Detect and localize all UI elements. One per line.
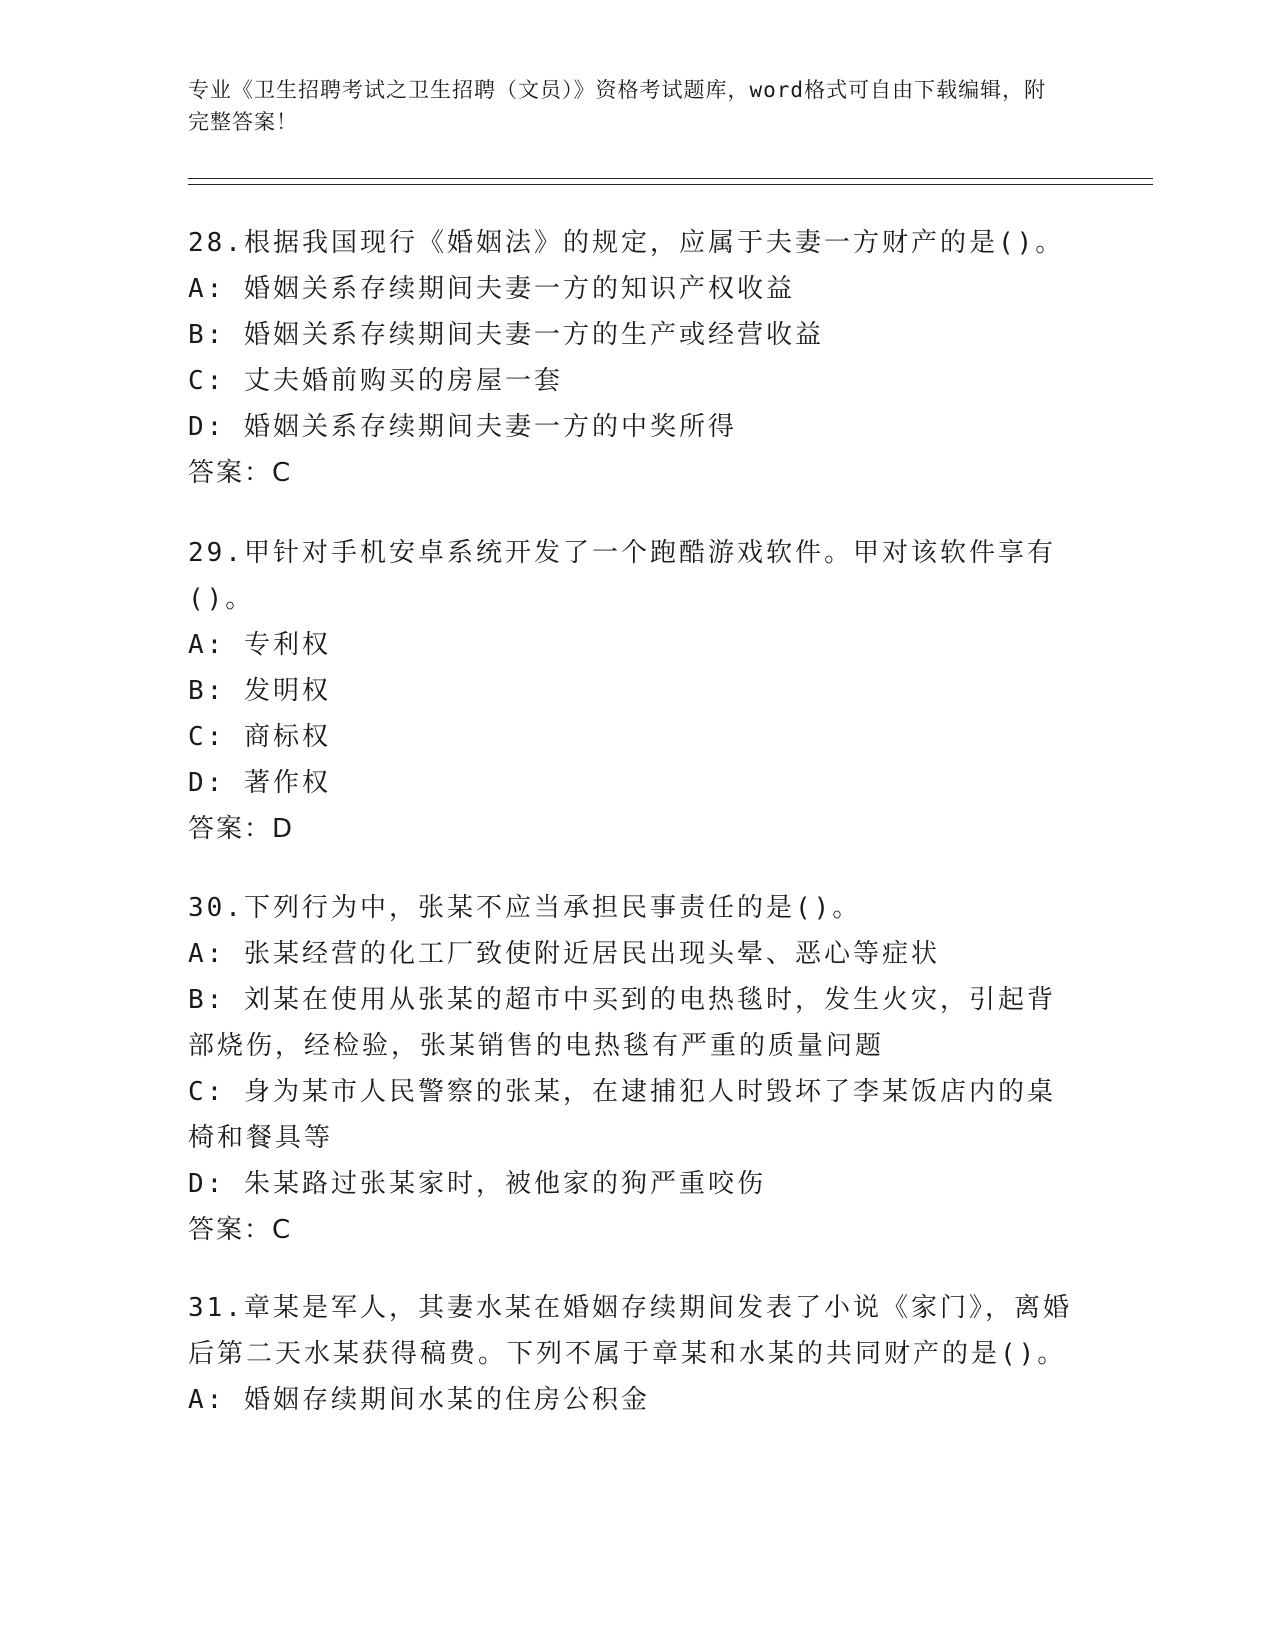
option-c: C: 丈夫婚前购买的房屋一套 <box>188 366 563 396</box>
question-stem: 29.甲针对手机安卓系统开发了一个跑酷游戏软件。甲对该软件享有()。 <box>188 538 1056 614</box>
option-b: B: 发明权 <box>188 676 331 706</box>
option-d: D: 朱某路过张某家时，被他家的狗严重咬伤 <box>188 1169 766 1199</box>
question-30 <box>188 885 1078 1253</box>
option-a: A: 婚姻关系存续期间夫妻一方的知识产权收益 <box>188 274 795 304</box>
option-c: C: 商标权 <box>188 722 331 752</box>
answer: 答案：C <box>188 1215 293 1245</box>
header-divider-top <box>188 178 1153 179</box>
option-d: D: 婚姻关系存续期间夫妻一方的中奖所得 <box>188 412 737 442</box>
question-stem: 30.下列行为中，张某不应当承担民事责任的是()。 <box>188 893 862 923</box>
option-b: B: 刘某在使用从张某的超市中买到的电热毯时，发生火灾，引起背部烧伤，经检验，张某销售的电热毯有严重的质量问题 <box>188 985 1056 1061</box>
option-a: A: 婚姻存续期间水某的住房公积金 <box>188 1385 650 1415</box>
answer: 答案：C <box>188 458 293 488</box>
option-a: A: 专利权 <box>188 630 331 660</box>
option-c: C: 身为某市人民警察的张某，在逮捕犯人时毁坏了李某饭店内的桌椅和餐具等 <box>188 1077 1056 1153</box>
question-28 <box>188 220 1078 496</box>
question-stem: 31.章某是军人，其妻水某在婚姻存续期间发表了小说《家门》，离婚后第二天水某获得稿费。下列不属于章某和水某的共同财产的是()。 <box>188 1293 1072 1369</box>
question-31 <box>188 1285 1078 1423</box>
answer: 答案：D <box>188 814 295 844</box>
question-29 <box>188 530 1078 852</box>
option-d: D: 著作权 <box>188 768 331 798</box>
option-b: B: 婚姻关系存续期间夫妻一方的生产或经营收益 <box>188 320 824 350</box>
question-stem: 28.根据我国现行《婚姻法》的规定，应属于夫妻一方财产的是()。 <box>188 228 1065 258</box>
header-divider-bottom <box>188 184 1153 185</box>
option-a: A: 张某经营的化工厂致使附近居民出现头晕、恶心等症状 <box>188 939 940 969</box>
document-header: 专业《卫生招聘考试之卫生招聘（文员）》资格考试题库，word格式可自由下载编辑，附完整答案！ <box>188 78 1047 134</box>
